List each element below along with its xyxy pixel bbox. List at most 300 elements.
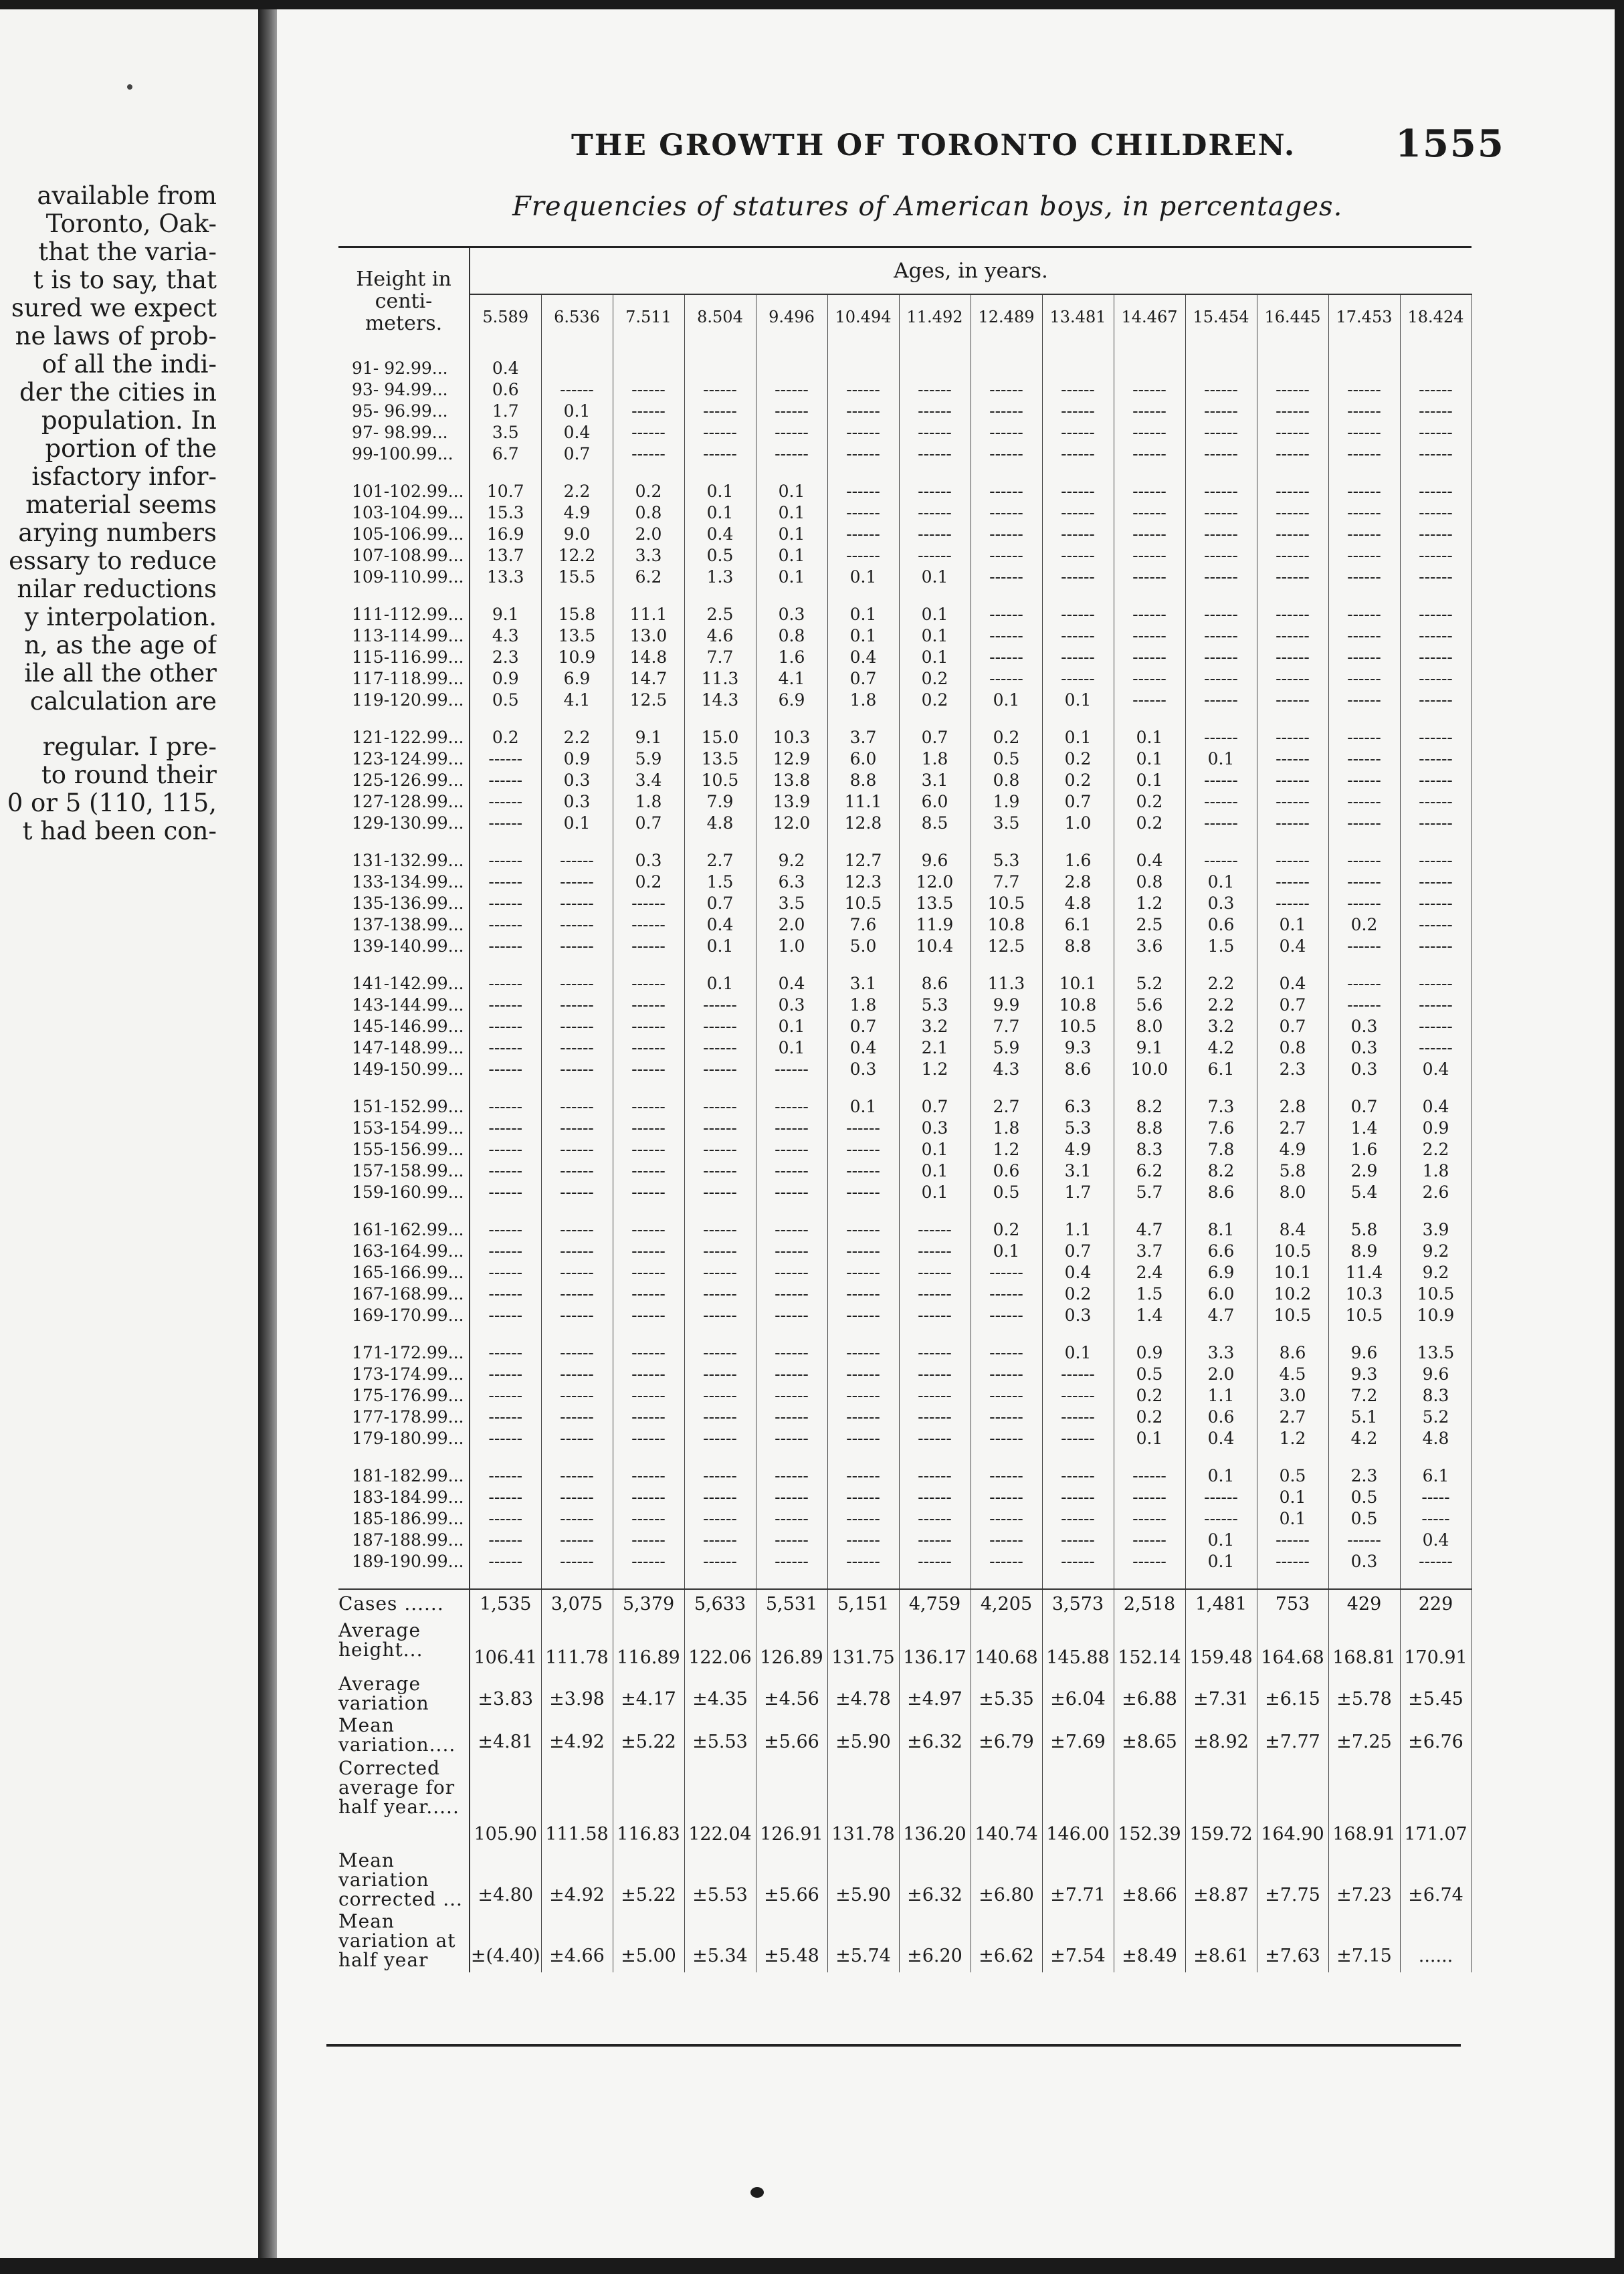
paragraph-gap xyxy=(0,716,217,733)
stat-cell: ±5.90 xyxy=(827,1716,899,1758)
height-range-label: 123-124.99... xyxy=(338,748,470,770)
table-cell: 5.3 xyxy=(899,995,971,1016)
table-cell: 0.2 xyxy=(613,481,684,502)
height-range-label: 183-184.99... xyxy=(338,1487,470,1508)
table-cell: ------ xyxy=(470,748,541,770)
stat-cell: ±5.34 xyxy=(684,1911,756,1972)
table-cell: 0.7 xyxy=(1257,1016,1328,1037)
table-cell: 6.9 xyxy=(541,668,613,690)
table-cell: ------ xyxy=(1400,791,1471,813)
table-cell: ------ xyxy=(1042,1487,1114,1508)
table-cell: ------ xyxy=(1185,524,1257,545)
table-cell: 13.7 xyxy=(470,545,541,566)
stat-cell: 126.89 xyxy=(756,1621,827,1674)
table-row xyxy=(338,647,1471,668)
table-cell: 0.1 xyxy=(1042,1342,1114,1364)
table-cell: ------ xyxy=(541,936,613,973)
stat-cell: ±(4.40) xyxy=(470,1911,541,1972)
table-cell: ------ xyxy=(756,1096,827,1118)
table-cell: 0.1 xyxy=(756,1037,827,1059)
table-cell: ------ xyxy=(613,1508,684,1530)
stat-label: Mean variation.... xyxy=(338,1716,470,1758)
table-cell: ------ xyxy=(1400,502,1471,524)
table-cell: 12.0 xyxy=(899,871,971,893)
stat-cell: 171.07 xyxy=(1400,1758,1471,1851)
stat-cell: ±4.17 xyxy=(613,1674,684,1716)
table-cell: 0.1 xyxy=(1042,727,1114,748)
table-cell: ------ xyxy=(971,379,1042,401)
stat-cell: 5,379 xyxy=(613,1589,684,1621)
table-cell: 0.1 xyxy=(1185,1465,1257,1487)
table-cell: ------ xyxy=(1042,1385,1114,1407)
table-cell: ------ xyxy=(1185,850,1257,871)
table-cell: ------ xyxy=(613,1487,684,1508)
table-cell: 2.7 xyxy=(1257,1407,1328,1428)
table-cell: ------ xyxy=(1400,668,1471,690)
table-cell: 0.1 xyxy=(827,566,899,604)
table-cell: 2.3 xyxy=(1328,1465,1400,1487)
table-cell: ------ xyxy=(1400,647,1471,668)
age-header-cell: 14.467 xyxy=(1114,294,1185,339)
table-cell: ------ xyxy=(541,995,613,1016)
table-cell: ------ xyxy=(1257,668,1328,690)
table-cell: 0.6 xyxy=(971,1160,1042,1182)
stat-cell: ±7.31 xyxy=(1185,1674,1257,1716)
table-cell: ------ xyxy=(541,1139,613,1160)
table-cell: ------ xyxy=(1400,850,1471,871)
table-cell: ------ xyxy=(756,1241,827,1262)
table-cell: 1.2 xyxy=(1114,893,1185,914)
table-cell: 2.7 xyxy=(684,850,756,871)
table-cell: 0.2 xyxy=(971,727,1042,748)
table-cell: ------ xyxy=(1328,748,1400,770)
table-cell: ------ xyxy=(470,1016,541,1037)
table-cell: ------ xyxy=(827,1551,899,1589)
stat-cell: 3,075 xyxy=(541,1589,613,1621)
table-cell: 4.6 xyxy=(684,625,756,647)
table-cell: 1.1 xyxy=(1185,1385,1257,1407)
table-cell: ------ xyxy=(899,1551,971,1589)
table-cell: ------ xyxy=(899,401,971,422)
stat-cell: 429 xyxy=(1328,1589,1400,1621)
stat-cell: ±5.53 xyxy=(684,1851,756,1911)
table-cell: 8.9 xyxy=(1328,1241,1400,1262)
table-cell: ------ xyxy=(613,1118,684,1139)
table-cell: 0.1 xyxy=(899,1139,971,1160)
table-cell: 8.3 xyxy=(1114,1139,1185,1160)
height-range-label: 127-128.99... xyxy=(338,791,470,813)
table-cell: ------ xyxy=(541,1241,613,1262)
table-cell: ------ xyxy=(971,1364,1042,1385)
table-cell: 0.1 xyxy=(1257,1487,1328,1508)
table-cell: 6.0 xyxy=(1185,1283,1257,1305)
table-cell: ------ xyxy=(971,1487,1042,1508)
table-cell: ------ xyxy=(1042,401,1114,422)
stat-cell: 753 xyxy=(1257,1589,1328,1621)
table-cell: ------ xyxy=(613,1465,684,1487)
table-cell: ------ xyxy=(684,1118,756,1139)
table-cell: 9.6 xyxy=(1328,1342,1400,1364)
table-cell: ------ xyxy=(684,1530,756,1551)
table-cell: 12.2 xyxy=(541,545,613,566)
table-cell: ----- xyxy=(1400,1487,1471,1508)
table-cell: 1.6 xyxy=(1042,850,1114,871)
table-cell: 1.8 xyxy=(827,690,899,727)
table-cell: ------ xyxy=(1400,422,1471,443)
table-cell: 0.2 xyxy=(1114,791,1185,813)
page-number: 1555 xyxy=(1395,122,1505,166)
table-cell: ------ xyxy=(684,1305,756,1342)
left-page-line: to round their xyxy=(41,760,217,789)
table-cell: ------ xyxy=(1257,893,1328,914)
table-cell: ------ xyxy=(1042,1364,1114,1385)
table-cell: ------ xyxy=(470,1096,541,1118)
table-row xyxy=(338,813,1471,850)
table-cell: 5.9 xyxy=(971,1037,1042,1059)
table-cell: ------ xyxy=(1114,668,1185,690)
table-cell: 0.3 xyxy=(1328,1059,1400,1096)
table-cell: ------ xyxy=(1185,690,1257,727)
table-cell: 9.9 xyxy=(971,995,1042,1016)
table-cell: ------ xyxy=(756,1465,827,1487)
stat-cell: 131.75 xyxy=(827,1621,899,1674)
table-cell: 0.1 xyxy=(756,545,827,566)
left-page-line: ile all the other xyxy=(24,659,217,688)
table-cell: ------ xyxy=(1328,770,1400,791)
table-cell: 13.9 xyxy=(756,791,827,813)
stat-row xyxy=(338,1911,1471,1972)
table-cell: 5.4 xyxy=(1328,1182,1400,1219)
table-cell: ------ xyxy=(899,1385,971,1407)
table-cell: 0.8 xyxy=(756,625,827,647)
table-cell: ------ xyxy=(899,1407,971,1428)
table-cell: ------ xyxy=(827,1219,899,1241)
table-cell: ------ xyxy=(971,401,1042,422)
table-cell: 0.3 xyxy=(899,1118,971,1139)
stat-cell: ±3.98 xyxy=(541,1674,613,1716)
height-range-label: 171-172.99... xyxy=(338,1342,470,1364)
table-cell: 2.2 xyxy=(1400,1139,1471,1160)
table-cell: ------ xyxy=(1400,893,1471,914)
table-cell: ------ xyxy=(827,1385,899,1407)
table-cell: 10.5 xyxy=(1042,1016,1114,1037)
stat-cell: 2,518 xyxy=(1114,1589,1185,1621)
table-cell: ------ xyxy=(1328,443,1400,481)
table-cell: ------ xyxy=(827,1305,899,1342)
stat-cell: 168.91 xyxy=(1328,1758,1400,1851)
table-row xyxy=(338,524,1471,545)
table-row xyxy=(338,1342,1471,1364)
table-bottom-rule xyxy=(326,2044,1461,2047)
stat-label: Cases ...... xyxy=(338,1589,470,1621)
table-cell: ------ xyxy=(1257,770,1328,791)
left-page-line: regular. I pre- xyxy=(42,732,217,761)
table-cell: ------ xyxy=(613,443,684,481)
table-cell: ------ xyxy=(541,1364,613,1385)
table-cell: ------ xyxy=(756,1428,827,1465)
table-cell xyxy=(1257,339,1328,379)
table-cell: 4.7 xyxy=(1114,1219,1185,1241)
table-row xyxy=(338,401,1471,422)
table-cell: 6.2 xyxy=(1114,1160,1185,1182)
table-cell: 6.2 xyxy=(613,566,684,604)
height-range-label: 113-114.99... xyxy=(338,625,470,647)
table-cell: 0.4 xyxy=(1400,1530,1471,1551)
table-cell: 5.3 xyxy=(1042,1118,1114,1139)
table-cell: 0.3 xyxy=(1185,893,1257,914)
table-cell: ------ xyxy=(684,1342,756,1364)
table-cell: 0.1 xyxy=(827,604,899,625)
table-cell: ------ xyxy=(1257,443,1328,481)
table-cell: ------ xyxy=(899,1530,971,1551)
table-cell: ------ xyxy=(1328,690,1400,727)
table-cell: 0.6 xyxy=(470,379,541,401)
table-cell: 6.0 xyxy=(899,791,971,813)
table-row xyxy=(338,1118,1471,1139)
table-cell: 0.3 xyxy=(756,995,827,1016)
table-cell: 0.1 xyxy=(899,566,971,604)
table-cell: 0.4 xyxy=(684,914,756,936)
table-cell: ------ xyxy=(1257,727,1328,748)
table-cell: ------ xyxy=(1400,401,1471,422)
table-cell: 0.1 xyxy=(684,502,756,524)
table-row xyxy=(338,1305,1471,1342)
table-cell: 11.9 xyxy=(899,914,971,936)
table-cell: 7.9 xyxy=(684,791,756,813)
height-range-label: 107-108.99... xyxy=(338,545,470,566)
table-cell: ------ xyxy=(1328,647,1400,668)
stat-cell: ±8.61 xyxy=(1185,1911,1257,1972)
height-range-label: 109-110.99... xyxy=(338,566,470,604)
table-cell: ------ xyxy=(684,1551,756,1589)
table-cell: ------ xyxy=(756,1487,827,1508)
table-cell: ------ xyxy=(971,481,1042,502)
table-cell: ------ xyxy=(1257,566,1328,604)
table-cell: ------ xyxy=(756,1530,827,1551)
table-cell: 4.8 xyxy=(1042,893,1114,914)
table-cell: 0.4 xyxy=(470,339,541,379)
table-cell: ------ xyxy=(613,1551,684,1589)
stat-cell: 152.39 xyxy=(1114,1758,1185,1851)
table-row xyxy=(338,690,1471,727)
table-cell: 0.1 xyxy=(1185,748,1257,770)
table-cell: ------ xyxy=(613,1342,684,1364)
table-cell: 3.3 xyxy=(613,545,684,566)
table-cell: 5.6 xyxy=(1114,995,1185,1016)
table-cell: 0.5 xyxy=(684,545,756,566)
table-cell: ------ xyxy=(684,1182,756,1219)
table-cell: ------ xyxy=(613,995,684,1016)
stat-cell: 170.91 xyxy=(1400,1621,1471,1674)
table-cell: ------ xyxy=(971,1428,1042,1465)
table-cell: ------ xyxy=(470,1305,541,1342)
table-cell: 7.2 xyxy=(1328,1385,1400,1407)
table-cell: ------ xyxy=(756,1342,827,1364)
table-cell: ------ xyxy=(470,1139,541,1160)
table-cell: ------ xyxy=(899,1283,971,1305)
table-cell: ------ xyxy=(1400,443,1471,481)
stat-cell: ±6.88 xyxy=(1114,1674,1185,1716)
stat-cell: ±5.48 xyxy=(756,1911,827,1972)
table-cell: ------ xyxy=(470,1487,541,1508)
age-header-row xyxy=(338,294,1471,339)
table-cell: ------ xyxy=(899,1342,971,1364)
left-page-line: arying numbers xyxy=(18,518,217,547)
left-page-line: 0 or 5 (110, 115, xyxy=(7,789,217,817)
table-cell: ------ xyxy=(827,1465,899,1487)
table-cell: 2.9 xyxy=(1328,1160,1400,1182)
table-cell: 0.1 xyxy=(541,813,613,850)
table-cell: 4.7 xyxy=(1185,1305,1257,1342)
table-cell: ------ xyxy=(470,1037,541,1059)
table-cell: ------ xyxy=(1185,604,1257,625)
table-cell: ------ xyxy=(971,545,1042,566)
table-cell: 5.8 xyxy=(1328,1219,1400,1241)
table-row xyxy=(338,973,1471,995)
table-cell: 10.1 xyxy=(1042,973,1114,995)
table-cell: ------ xyxy=(541,973,613,995)
table-cell: ------ xyxy=(1042,443,1114,481)
stat-cell: ±5.66 xyxy=(756,1716,827,1758)
stat-cell: ±6.79 xyxy=(971,1716,1042,1758)
table-cell: ------ xyxy=(684,1241,756,1262)
age-header-cell: 16.445 xyxy=(1257,294,1328,339)
height-range-label: 135-136.99... xyxy=(338,893,470,914)
table-cell: ------ xyxy=(1042,422,1114,443)
table-cell: 4.2 xyxy=(1185,1037,1257,1059)
table-row xyxy=(338,1219,1471,1241)
table-cell: 1.6 xyxy=(1328,1139,1400,1160)
table-cell: ------ xyxy=(1185,791,1257,813)
table-cell: ------ xyxy=(827,443,899,481)
table-cell: ------ xyxy=(899,481,971,502)
table-cell: 5.7 xyxy=(1114,1182,1185,1219)
table-cell: ------ xyxy=(613,1530,684,1551)
stat-cell: ±5.35 xyxy=(971,1674,1042,1716)
table-cell: ------ xyxy=(541,1118,613,1139)
height-range-label: 97- 98.99... xyxy=(338,422,470,443)
table-cell: 2.4 xyxy=(1114,1262,1185,1283)
stat-cell: 3,573 xyxy=(1042,1589,1114,1621)
table-cell: 2.2 xyxy=(541,727,613,748)
stat-cell: 116.89 xyxy=(613,1621,684,1674)
table-cell: 5.1 xyxy=(1328,1407,1400,1428)
table-cell: ------ xyxy=(899,1241,971,1262)
stat-cell: ±7.77 xyxy=(1257,1716,1328,1758)
table-cell: 2.7 xyxy=(1257,1118,1328,1139)
table-cell: 10.0 xyxy=(1114,1059,1185,1096)
table-cell: ------ xyxy=(756,1139,827,1160)
table-cell: ------ xyxy=(470,1407,541,1428)
table-cell: 8.0 xyxy=(1257,1182,1328,1219)
table-cell: ------ xyxy=(1114,1465,1185,1487)
table-cell: 8.5 xyxy=(899,813,971,850)
table-cell: ------ xyxy=(1042,1407,1114,1428)
table-cell: ------ xyxy=(613,1385,684,1407)
table-cell: ------ xyxy=(1400,481,1471,502)
left-page-line: Toronto, Oak- xyxy=(45,209,217,238)
table-cell: ------ xyxy=(470,1530,541,1551)
table-cell: ------ xyxy=(1114,566,1185,604)
table-cell: ------ xyxy=(1114,1530,1185,1551)
table-cell: 0.4 xyxy=(1042,1262,1114,1283)
table-cell: ------ xyxy=(541,1016,613,1037)
table-cell: 6.1 xyxy=(1042,914,1114,936)
table-cell: ------ xyxy=(470,1551,541,1589)
table-cell: ------ xyxy=(1114,545,1185,566)
table-cell: 0.8 xyxy=(1257,1037,1328,1059)
table-cell: ------ xyxy=(470,1342,541,1364)
stat-cell: ±5.00 xyxy=(613,1911,684,1972)
table-cell: 0.7 xyxy=(1257,995,1328,1016)
table-row xyxy=(338,604,1471,625)
stat-cell: ±5.78 xyxy=(1328,1674,1400,1716)
table-cell: ------ xyxy=(1185,1487,1257,1508)
table-cell: 1.2 xyxy=(899,1059,971,1096)
table-cell: ------ xyxy=(827,401,899,422)
table-cell: 8.3 xyxy=(1400,1385,1471,1407)
table-cell: 2.2 xyxy=(1185,973,1257,995)
table-cell: 0.1 xyxy=(1185,871,1257,893)
table-cell: ------ xyxy=(827,1283,899,1305)
table-cell: ------ xyxy=(1185,379,1257,401)
table-cell: 2.3 xyxy=(470,647,541,668)
table-cell: 0.7 xyxy=(899,727,971,748)
stat-cell: ±5.45 xyxy=(1400,1674,1471,1716)
left-page-line: der the cities in xyxy=(19,378,217,407)
table-cell: ------ xyxy=(470,871,541,893)
table-cell: ------ xyxy=(1185,401,1257,422)
table-cell: 10.5 xyxy=(1328,1305,1400,1342)
table-cell: 0.3 xyxy=(756,604,827,625)
table-cell: 10.2 xyxy=(1257,1283,1328,1305)
table-cell: 0.1 xyxy=(1114,1428,1185,1465)
table-cell: ------ xyxy=(613,914,684,936)
table-cell: 8.1 xyxy=(1185,1219,1257,1241)
table-cell: ------ xyxy=(1257,850,1328,871)
table-cell: ------ xyxy=(756,1262,827,1283)
table-cell: 10.1 xyxy=(1257,1262,1328,1283)
left-page-line: y interpolation. xyxy=(24,603,217,631)
stat-cell: ±5.66 xyxy=(756,1851,827,1911)
stat-cell: ±5.22 xyxy=(613,1851,684,1911)
table-cell: ------ xyxy=(1400,625,1471,647)
table-cell: 0.5 xyxy=(1257,1465,1328,1487)
table-cell: ------ xyxy=(1400,1551,1471,1589)
stat-row xyxy=(338,1621,1471,1674)
table-cell: 0.2 xyxy=(1042,770,1114,791)
table-cell: 1.2 xyxy=(971,1139,1042,1160)
table-cell xyxy=(827,339,899,379)
right-page xyxy=(277,9,1615,2258)
age-header-cell: 12.489 xyxy=(971,294,1042,339)
height-range-label: 147-148.99... xyxy=(338,1037,470,1059)
table-cell: ------ xyxy=(613,936,684,973)
table-cell: 0.1 xyxy=(756,524,827,545)
table-cell: 0.2 xyxy=(1114,1407,1185,1428)
table-cell: 0.7 xyxy=(684,893,756,914)
stat-cell: 140.74 xyxy=(971,1758,1042,1851)
height-range-label: 95- 96.99... xyxy=(338,401,470,422)
stat-cell: 111.78 xyxy=(541,1621,613,1674)
table-row xyxy=(338,1487,1471,1508)
table-cell: ------ xyxy=(1257,524,1328,545)
left-page-line: isfactory infor- xyxy=(31,462,217,491)
table-cell: ------ xyxy=(899,1508,971,1530)
table-cell: ------ xyxy=(470,1182,541,1219)
table-cell: 0.1 xyxy=(756,1016,827,1037)
table-cell: 2.1 xyxy=(899,1037,971,1059)
